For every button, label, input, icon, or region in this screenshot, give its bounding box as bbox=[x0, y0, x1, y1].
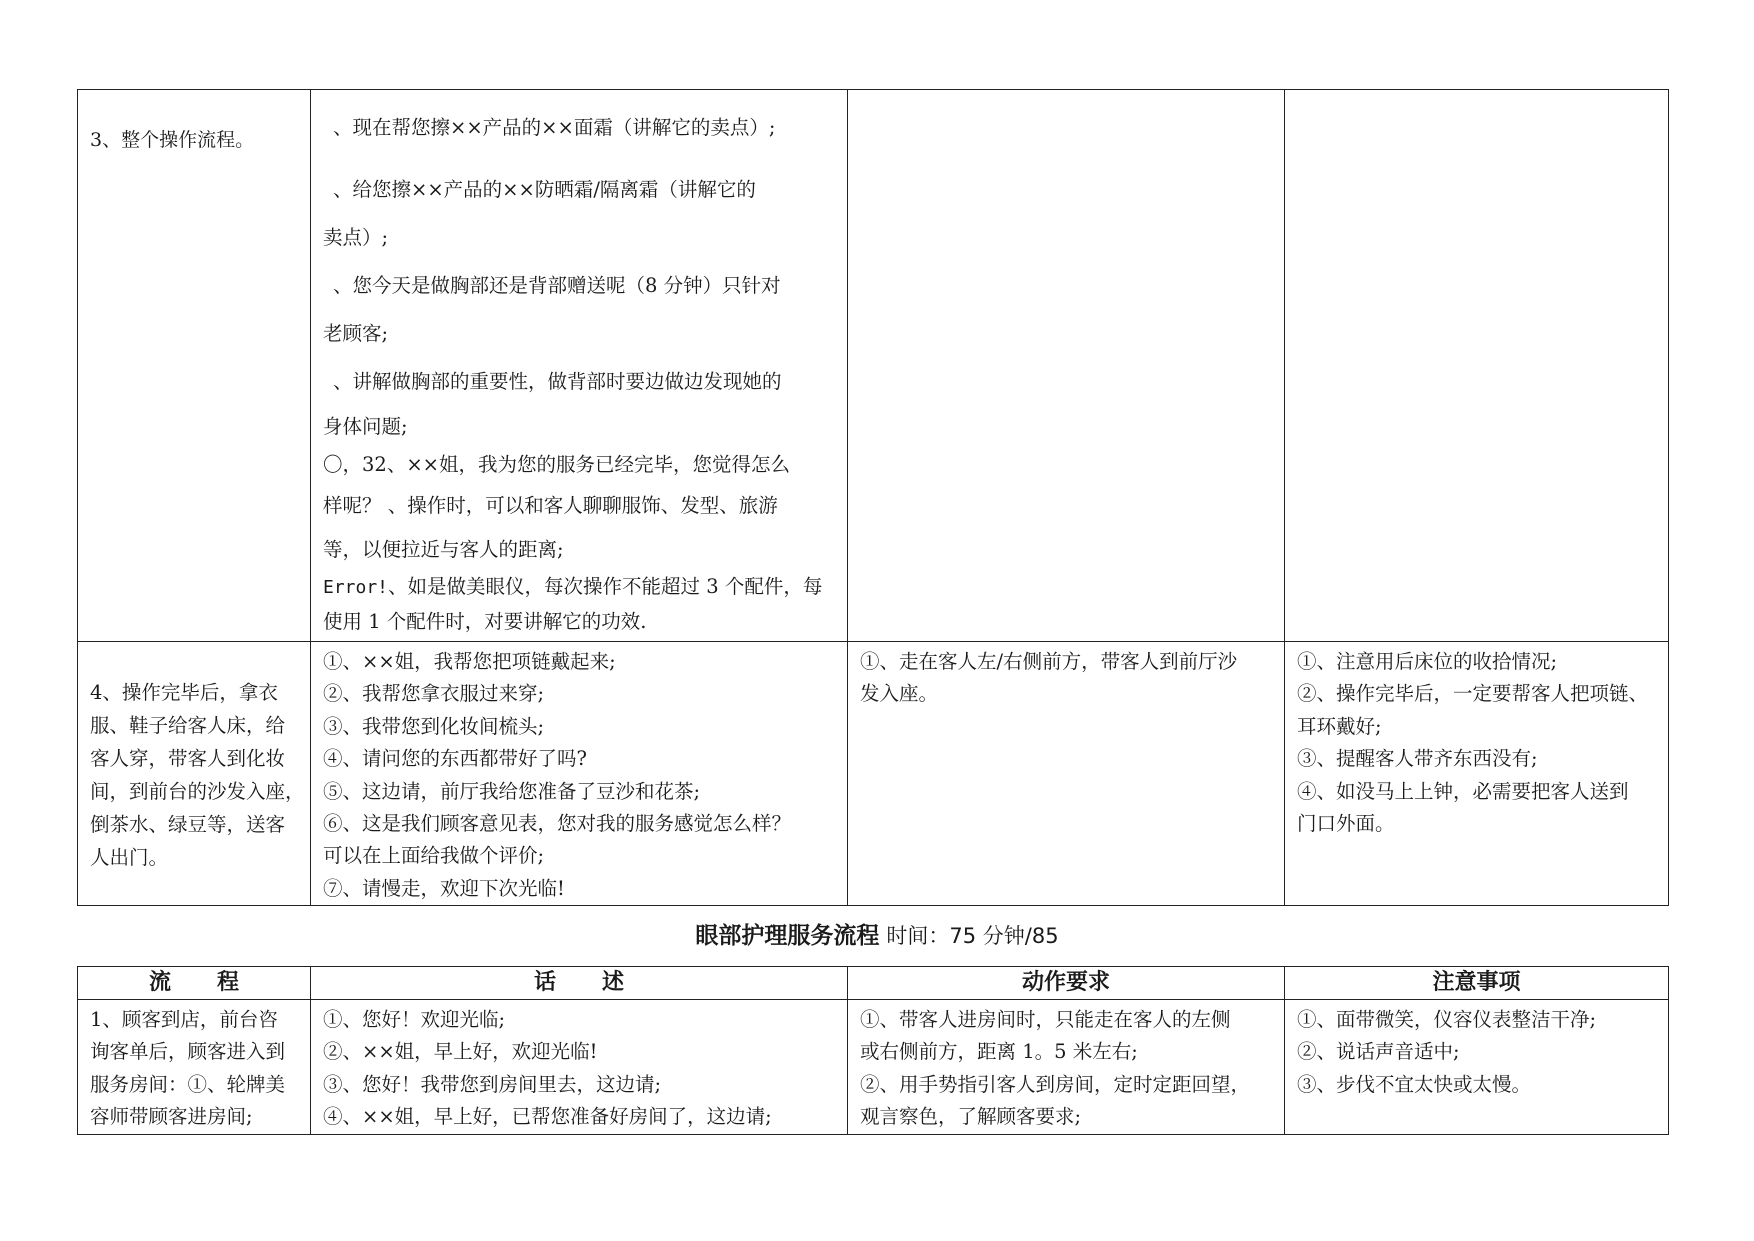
notes-text: ①、面带微笑，仪容仪表整洁干净; ②、说话声音适中; ③、步伐不宜太快或太慢。 bbox=[1297, 1008, 1597, 1096]
notes-cell bbox=[1285, 1000, 1669, 1135]
time-value: 75 分钟/85 bbox=[949, 924, 1059, 948]
column-header-speech: 话 述 bbox=[311, 967, 848, 1000]
speech-line: 样呢？ 、操作时，可以和客人聊聊服饰、发型、旅游 bbox=[323, 494, 778, 517]
section-title: 眼部护理服务流程 bbox=[695, 923, 880, 949]
action-cell bbox=[848, 1000, 1285, 1135]
time-label: 时间： bbox=[886, 924, 950, 948]
notes-text: ①、注意用后床位的收拾情况; ②、操作完毕后，一定要帮客人把项链、 耳环戴好; ③、提醒客人带齐东西没有; ④、如没马上上钟，必需要把客人送到 门口外面。 bbox=[1297, 650, 1649, 836]
action-cell bbox=[848, 90, 1285, 642]
process-text: 4、操作完毕后，拿衣 服、鞋子给客人床，给 客人穿，带客人到化妆 间，到前台的沙发入座， 倒茶水、绿豆等，送客 人出门。 bbox=[90, 681, 305, 869]
error-field: Error! bbox=[323, 577, 389, 598]
column-header-notes: 注意事项 bbox=[1285, 967, 1669, 1000]
speech-text: ①、××姐，我帮您把项链戴起来; ②、我帮您拿衣服过来穿; ③、我带您到化妆间梳头; ④、请问您的东西都带好了吗? ⑤、这边请，前厅我给您准备了豆沙和花茶; ⑥、这是我们顾客意见表，您对我的服务感觉怎么样？ 可以在上面给我做个评价; ⑦、请慢走，欢迎下次光临! bbox=[323, 650, 792, 900]
speech-line: 老顾客; bbox=[323, 322, 389, 345]
table-header-row bbox=[78, 967, 1669, 1000]
section-heading bbox=[0, 918, 1754, 955]
process-text: 3、整个操作流程。 bbox=[90, 129, 255, 151]
speech-cell bbox=[311, 1000, 848, 1135]
table-row bbox=[78, 642, 1669, 906]
action-text: ①、带客人进房间时，只能走在客人的左侧 或右侧前方，距离 1。5 米左右; ②、用手势指引客人到房间，定时定距回望， 观言察色，了解顾客要求; bbox=[860, 1008, 1251, 1129]
speech-text bbox=[311, 90, 847, 639]
process-cell bbox=[78, 1000, 311, 1135]
column-header-process: 流 程 bbox=[78, 967, 311, 1000]
table-row bbox=[78, 90, 1669, 642]
speech-line: 卖点）; bbox=[323, 226, 389, 249]
speech-line: 、现在帮您擦××产品的××面霜（讲解它的卖点）; bbox=[333, 116, 776, 139]
speech-line: 、讲解做胸部的重要性，做背部时要边做边发现她的 bbox=[333, 370, 782, 393]
speech-line: 等，以便拉近与客人的距离; bbox=[323, 538, 564, 561]
notes-text bbox=[1285, 90, 1668, 96]
column-header-action: 动作要求 bbox=[848, 967, 1285, 1000]
speech-text: ①、您好！欢迎光临; ②、××姐，早上好，欢迎光临! ③、您好！我带您到房间里去，这边请; ④、××姐，早上好，已帮您准备好房间了，这边请; bbox=[323, 1008, 772, 1129]
service-table-top bbox=[77, 89, 1669, 906]
speech-line: 身体问题; bbox=[323, 415, 408, 438]
table-row bbox=[78, 1000, 1669, 1135]
speech-line: 、给您擦××产品的××防晒霜/隔离霜（讲解它的 bbox=[333, 178, 756, 201]
notes-cell bbox=[1285, 90, 1669, 642]
service-table-bottom bbox=[77, 966, 1669, 1135]
action-text bbox=[848, 90, 1284, 96]
action-cell bbox=[848, 642, 1285, 906]
notes-cell bbox=[1285, 642, 1669, 906]
speech-line: 〇，32、××姐，我为您的服务已经完毕，您觉得怎么 bbox=[323, 453, 790, 476]
speech-line: 使用 1 个配件时，对要讲解它的功效. bbox=[323, 610, 647, 633]
action-text: ①、走在客人左/右侧前方，带客人到前厅沙 发入座。 bbox=[860, 650, 1238, 706]
speech-cell bbox=[311, 90, 848, 642]
process-cell bbox=[78, 642, 311, 906]
process-text: 1、顾客到店，前台咨 询客单后，顾客进入到 服务房间：①、轮牌美 容师带顾客进房间; bbox=[90, 1008, 286, 1129]
speech-line: Error!、如是做美眼仪，每次操作不能超过 3 个配件，每 bbox=[323, 575, 823, 598]
process-cell bbox=[78, 90, 311, 642]
speech-line: 、您今天是做胸部还是背部赠送呢（8 分钟）只针对 bbox=[333, 274, 781, 297]
speech-cell bbox=[311, 642, 848, 906]
